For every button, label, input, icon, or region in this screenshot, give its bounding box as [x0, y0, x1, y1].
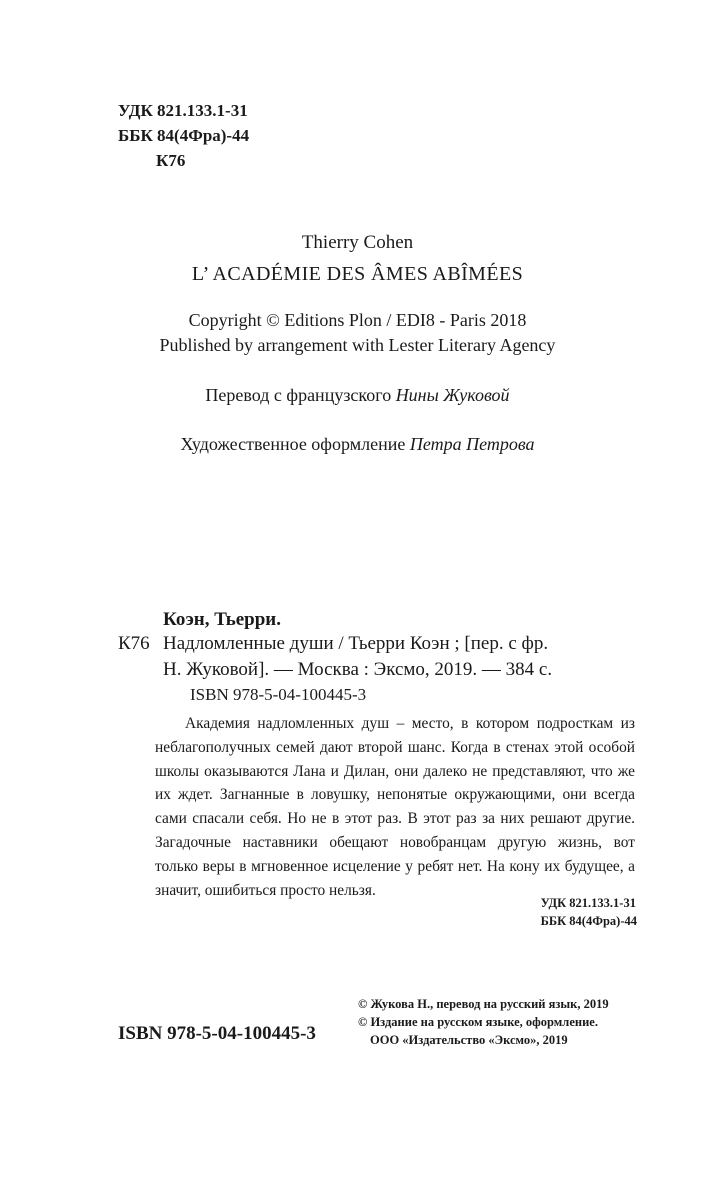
translation-credit — [0, 385, 715, 406]
bottom-udk-code: УДК 821.133.1-31 — [540, 896, 636, 910]
bottom-classification-codes — [541, 894, 637, 930]
card-code: К76 — [118, 633, 150, 654]
top-classification-codes — [118, 98, 249, 173]
bottom-bbk-code: ББК 84(4Фра)-44 — [540, 914, 637, 928]
card-isbn: ISBN 978-5-04-100445-3 — [190, 685, 367, 704]
rights-line-2: © Издание на русском языке, оформление. — [358, 1015, 598, 1029]
translator-name: Нины Жуковой — [395, 385, 510, 405]
isbn-large: ISBN 978-5-04-100445-3 — [118, 1023, 316, 1044]
annotation-text: Академия надломленных душ – место, в котором подросткам из неблагополучных семей дают второй шанс. Когда в стенах этой особой школы оказываются Лана и Дилан, они далеко не представляют, что же их ждет. Загнанные в ловушку, непонятые окружающими, они всегда сами спасали себя. Но не в этот раз. В этот раз за них решают другие. Загадочные наставники обещают новобранцам другую жизнь, вот только веры в мгновенное исцеление у ребят нет. На кону их будущее, а значит, ошибиться просто нельзя. — [155, 715, 635, 899]
card-description-line-1: Надломленные души / Тьерри Коэн ; [пер. с фр. — [163, 633, 549, 654]
udk-code: УДК 821.133.1-31 — [118, 101, 248, 120]
rights-line-3: ООО «Издательство «Эксмо», 2019 — [370, 1033, 568, 1047]
design-prefix: Художественное оформление — [180, 434, 410, 454]
designer-name: Петра Петрова — [409, 434, 535, 454]
card-author: Коэн, Тьерри. — [163, 609, 282, 630]
card-description-line-2: Н. Жуковой]. — Москва : Эксмо, 2019. — 384 с. — [163, 659, 553, 680]
rights-block — [358, 995, 609, 1049]
copyright-line: Copyright © Editions Plon / EDI8 - Paris 2018 — [188, 310, 527, 330]
arrangement-line: Published by arrangement with Lester Literary Agency — [159, 335, 556, 355]
original-title: L’ ACADÉMIE DES ÂMES ABÎMÉES — [191, 263, 524, 285]
bbk-code: ББК 84(4Фра)-44 — [118, 126, 250, 145]
original-author: Thierry Cohen — [301, 232, 414, 253]
design-credit — [0, 434, 715, 455]
translation-prefix: Перевод с французского — [205, 385, 396, 405]
author-mark: К76 — [156, 151, 186, 170]
copyright-block — [0, 308, 715, 358]
rights-line-1: © Жукова Н., перевод на русский язык, 2019 — [358, 997, 609, 1011]
